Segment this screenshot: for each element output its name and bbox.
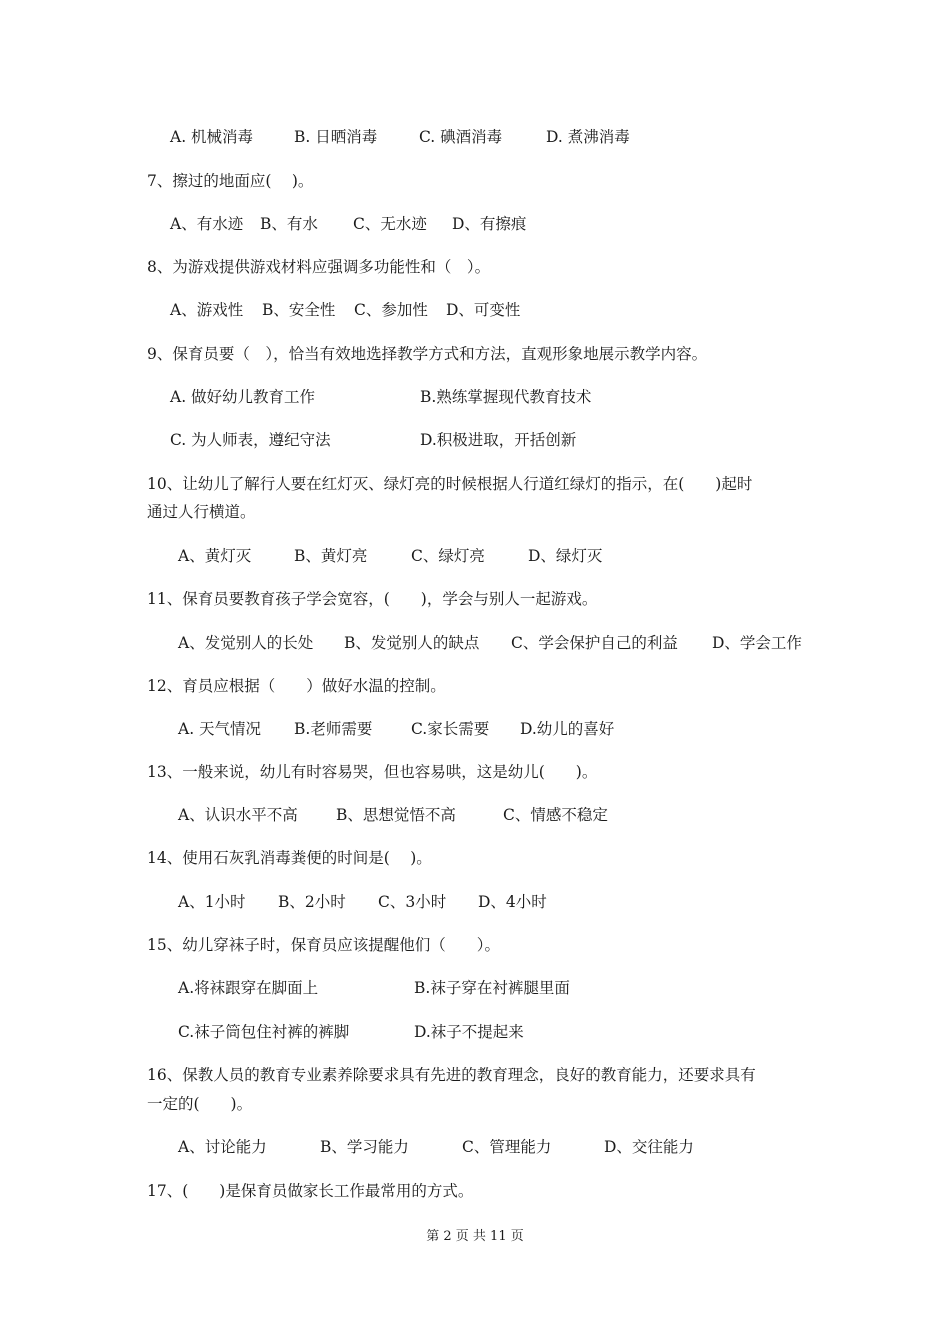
q8-option-c: C、参加性 [354, 301, 428, 319]
q9-option-b: B.熟练掌握现代教育技术 [420, 388, 592, 406]
q9-option-c: C. 为人师表，遵纪守法 [170, 431, 331, 449]
q10-stem-line2: 通过人行横道。 [147, 503, 256, 521]
q10-option-b: B、黄灯亮 [294, 547, 368, 565]
q6-option-b: B. 日晒消毒 [294, 128, 378, 146]
q13-option-c: C、情感不稳定 [503, 806, 608, 824]
q15-option-d: D.袜子不提起来 [414, 1023, 524, 1041]
q15-option-c: C.袜子筒包住衬裤的裤脚 [178, 1023, 350, 1041]
q13-option-a: A、认识水平不高 [178, 806, 298, 824]
q12-option-a: A. 天气情况 [178, 720, 262, 738]
q15-stem: 15、幼儿穿袜子时，保育员应该提醒他们（ ）。 [147, 936, 500, 954]
q14-option-c: C、3小时 [378, 893, 447, 911]
q14-option-d: D、4小时 [478, 893, 547, 911]
q16-option-c: C、管理能力 [462, 1138, 552, 1156]
q11-option-c: C、学会保护自己的利益 [511, 634, 678, 652]
q8-option-d: D、可变性 [446, 301, 521, 319]
q8-stem: 8、为游戏提供游戏材料应强调多功能性和（ ）。 [147, 258, 491, 276]
q6-option-d: D. 煮沸消毒 [546, 128, 630, 146]
q12-option-c: C.家长需要 [411, 720, 490, 738]
q7-option-c: C、无水迹 [353, 215, 427, 233]
q11-stem: 11、保育员要教育孩子学会宽容，( )，学会与别人一起游戏。 [147, 590, 598, 608]
q14-option-b: B、2小时 [278, 893, 346, 911]
q7-option-a: A、有水迹 [170, 215, 244, 233]
q13-stem: 13、一般来说，幼儿有时容易哭，但也容易哄，这是幼儿( )。 [147, 763, 598, 781]
page-footer: 第 2 页 共 11 页 [426, 1229, 524, 1244]
q12-option-d: D.幼儿的喜好 [520, 720, 615, 738]
q16-stem-line2: 一定的( )。 [147, 1095, 253, 1113]
q14-option-a: A、1小时 [178, 893, 246, 911]
q14-stem: 14、使用石灰乳消毒粪便的时间是( )。 [147, 849, 432, 867]
q11-option-b: B、发觉别人的缺点 [344, 634, 480, 652]
q7-stem: 7、擦过的地面应( )。 [147, 172, 314, 190]
q7-option-d: D、有擦痕 [452, 215, 527, 233]
q6-option-c: C. 碘酒消毒 [419, 128, 503, 146]
q13-option-b: B、思想觉悟不高 [336, 806, 456, 824]
q10-option-a: A、黄灯灭 [178, 547, 252, 565]
q9-stem: 9、保育员要（ ），恰当有效地选择教学方式和方法，直观形象地展示教学内容。 [147, 345, 708, 363]
q15-option-a: A.将袜跟穿在脚面上 [178, 979, 319, 997]
q10-stem-line1: 10、让幼儿了解行人要在红灯灭、绿灯亮的时候根据人行道红绿灯的指示，在( )起时 [147, 475, 753, 493]
q8-option-b: B、安全性 [262, 301, 336, 319]
q17-stem: 17、( )是保育员做家长工作最常用的方式。 [147, 1182, 474, 1200]
q10-option-d: D、绿灯灭 [528, 547, 603, 565]
q16-option-a: A、讨论能力 [178, 1138, 267, 1156]
q11-option-d: D、学会工作 [712, 634, 802, 652]
q6-option-a: A. 机械消毒 [170, 128, 254, 146]
q11-option-a: A、发觉别人的长处 [178, 634, 314, 652]
q15-option-b: B.袜子穿在衬裤腿里面 [414, 979, 570, 997]
q8-option-a: A、游戏性 [170, 301, 244, 319]
q16-stem-line1: 16、保教人员的教育专业素养除要求具有先进的教育理念，良好的教育能力，还要求具有 [147, 1066, 756, 1084]
q9-option-d: D.积极进取，开括创新 [420, 431, 577, 449]
q9-option-a: A. 做好幼儿教育工作 [170, 388, 316, 406]
q12-stem: 12、育员应根据（ ）做好水温的控制。 [147, 677, 446, 695]
q16-option-d: D、交往能力 [604, 1138, 694, 1156]
q16-option-b: B、学习能力 [320, 1138, 409, 1156]
q7-option-b: B、有水 [260, 215, 318, 233]
q10-option-c: C、绿灯亮 [411, 547, 485, 565]
q12-option-b: B.老师需要 [294, 720, 373, 738]
